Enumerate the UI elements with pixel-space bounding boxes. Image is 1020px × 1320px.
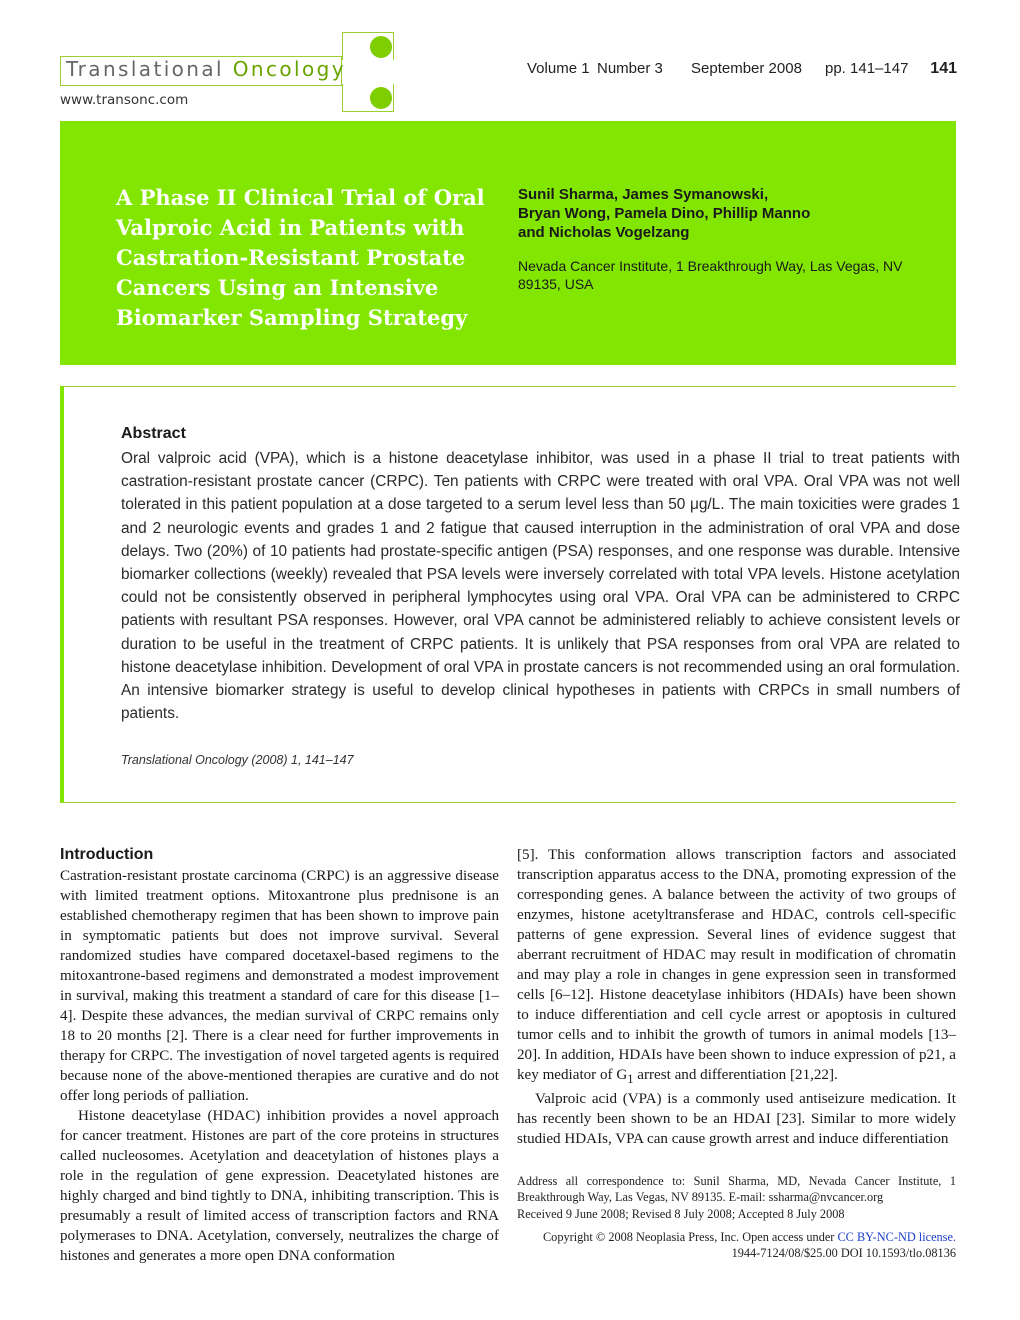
correspondence-address: Address all correspondence to: Sunil Sharma, MD, Nevada Cancer Institute, 1 Breakthrough Way, Las Vegas, NV 89135. E-mail: ssharma@nvcancer.org [517, 1174, 956, 1205]
copyright-block [517, 1229, 956, 1262]
correspondence-note [517, 1173, 956, 1222]
abstract-citation: Translational Oncology (2008) 1, 141–147 [121, 753, 354, 767]
body-paragraph: Histone deacetylase (HDAC) inhibition provides a novel approach for cancer treatment. Histones are part of the core proteins in structures called nucleosomes. Acetylation and deacetylation of histones plays a role in the regulation of gene expression. Deacetylated histones are highly charged and bind tightly to DNA, inhibiting transcription. This is presumably a result of limited access of transcription factors and RNA polymerases to DNA. Acetylation, conversely, neutralizes the charge of histones and generates a more open DNA conformation [60, 1108, 499, 1264]
authors-line: Sunil Sharma, James Symanowski, [518, 186, 769, 203]
subscript: 1 [627, 1072, 634, 1087]
paragraph-text: arrest and differentiation [21,22]. [633, 1067, 838, 1083]
page-number: 141 [930, 60, 957, 77]
article-title: A Phase II Clinical Trial of Oral Valproic Acid in Patients with Castration-Resistant Prostate Cancers Using an Intensive Biomarker Sampling Strategy [116, 185, 485, 330]
author-list [518, 185, 938, 242]
license-link[interactable]: CC BY-NC-ND license. [837, 1230, 956, 1244]
issue-info [527, 60, 957, 80]
body-column-right [517, 845, 956, 1149]
issue-date: September 2008 [691, 60, 802, 77]
paragraph-text: [5]. This conformation allows transcription factors and associated transcription apparatus access to the DNA, promoting expression of the corresponding genes. A balance between the activity of two groups of enzymes, histone acetyltransferase and HDAC, controls cell-specific patterns of gene expression. Several lines of evidence suggest that aberrant recruitment of HDAC may result in modification of chromatin and may play a role in changes in gene expression seen in transformed cells [6–12]. Histone deacetylase inhibitors (HDAIs) have been shown to induce differentiation and cell cycle arrest or apoptosis in cultured tumor cells and to inhibit the growth of tumors in animal models [13–20]. In addition, HDAIs have been shown to induce expression of p21, a key mediator of G [517, 847, 956, 1083]
body-paragraph: Valproic acid (VPA) is a commonly used antiseizure medication. It has recently been shown to be an HDAI [23]. Similar to more widely studied HDAIs, VPA can cause growth arrest and induce differentiation [517, 1091, 956, 1148]
journal-website[interactable]: www.transonc.com [60, 92, 189, 108]
body-paragraph: Castration-resistant prostate carcinoma (CRPC) is an aggressive disease with limited treatment options. Mitoxantrone plus prednisone is an established chemotherapy regimen that has been shown to improve pain in symptomatic patients but does not improve survival. Several randomized studies have compared docetaxel-based regimens to the mitoxantrone-based regimens and demonstrated a modest improvement in survival, making this treatment a standard of care for this disease [1–4]. Despite these advances, the median survival of CRPC remains only 18 to 20 months [2]. There is a clear need for further improvements in therapy for CRPC. The investigation of novel targeted agents is required because none of the above-mentioned therapies are curative and do not offer long periods of palliation. [60, 868, 499, 1104]
issue-number: Number 3 [597, 60, 663, 77]
issue-volume: Volume 1 [527, 60, 590, 77]
authors-line: Bryan Wong, Pamela Dino, Phillip Manno [518, 205, 811, 222]
journal-logo [66, 57, 346, 81]
copyright-text: Copyright © 2008 Neoplasia Press, Inc. Open access under [542, 1230, 835, 1244]
title-band [60, 121, 956, 365]
issn-doi: 1944-7124/08/$25.00 DOI 10.1593/tlo.08136 [731, 1246, 956, 1261]
section-heading-introduction: Introduction [60, 846, 154, 863]
author-affiliation: Nevada Cancer Institute, 1 Breakthrough Way, Las Vegas, NV 89135, USA [518, 258, 903, 292]
abstract-section [60, 386, 960, 803]
logo-dot-top-icon [370, 36, 392, 58]
journal-name-word2: Oncology [232, 57, 346, 81]
logo-dot-bottom-icon [370, 87, 392, 109]
authors-line: and Nicholas Vogelzang [518, 224, 690, 241]
abstract-heading: Abstract [121, 425, 186, 442]
abstract-text: Oral valproic acid (VPA), which is a histone deacetylase inhibitor, was used in a phase II trial to treat patients with castration-resistant prostate cancer (CRPC). Ten patients with CRPC were treated with oral VPA. Oral VPA was not well tolerated in this patient population at a dose targeted to a serum level less than 50 μg/L. The main toxicities were grades 1 and 2 neurologic events and grades 1 and 2 fatigue that caused interruption in the administration of oral VPA and dose delays. Two (20%) of 10 patients had prostate-specific antigen (PSA) responses, and one response was durable. Intensive biomarker collections (weekly) revealed that PSA levels were inversely correlated with total VPA levels. Histone acetylation could not be consistently observed in peripheral lymphocytes using oral VPA. Oral VPA can be administered to CRPC patients with resultant PSA responses. However, oral VPA cannot be administered reliably to achieve consistent levels or duration to be useful in the treatment of CRPC patients. It is unlikely that PSA responses from oral VPA are related to histone deacetylase inhibition. Development of oral VPA in prostate cancers is not recommended using an oral formulation. An intensive biomarker strategy is useful to develop clinical hypotheses in patients with CRPCs in small numbers of patients. [121, 450, 960, 723]
received-dates: Received 9 June 2008; Revised 8 July 2008; Accepted 8 July 2008 [517, 1206, 845, 1221]
journal-name-word1: Translational [66, 57, 224, 81]
body-paragraph [517, 845, 956, 1089]
body-column-left [60, 845, 499, 1266]
copyright-line [517, 1229, 956, 1245]
issue-pages: pp. 141–147 [825, 60, 909, 77]
